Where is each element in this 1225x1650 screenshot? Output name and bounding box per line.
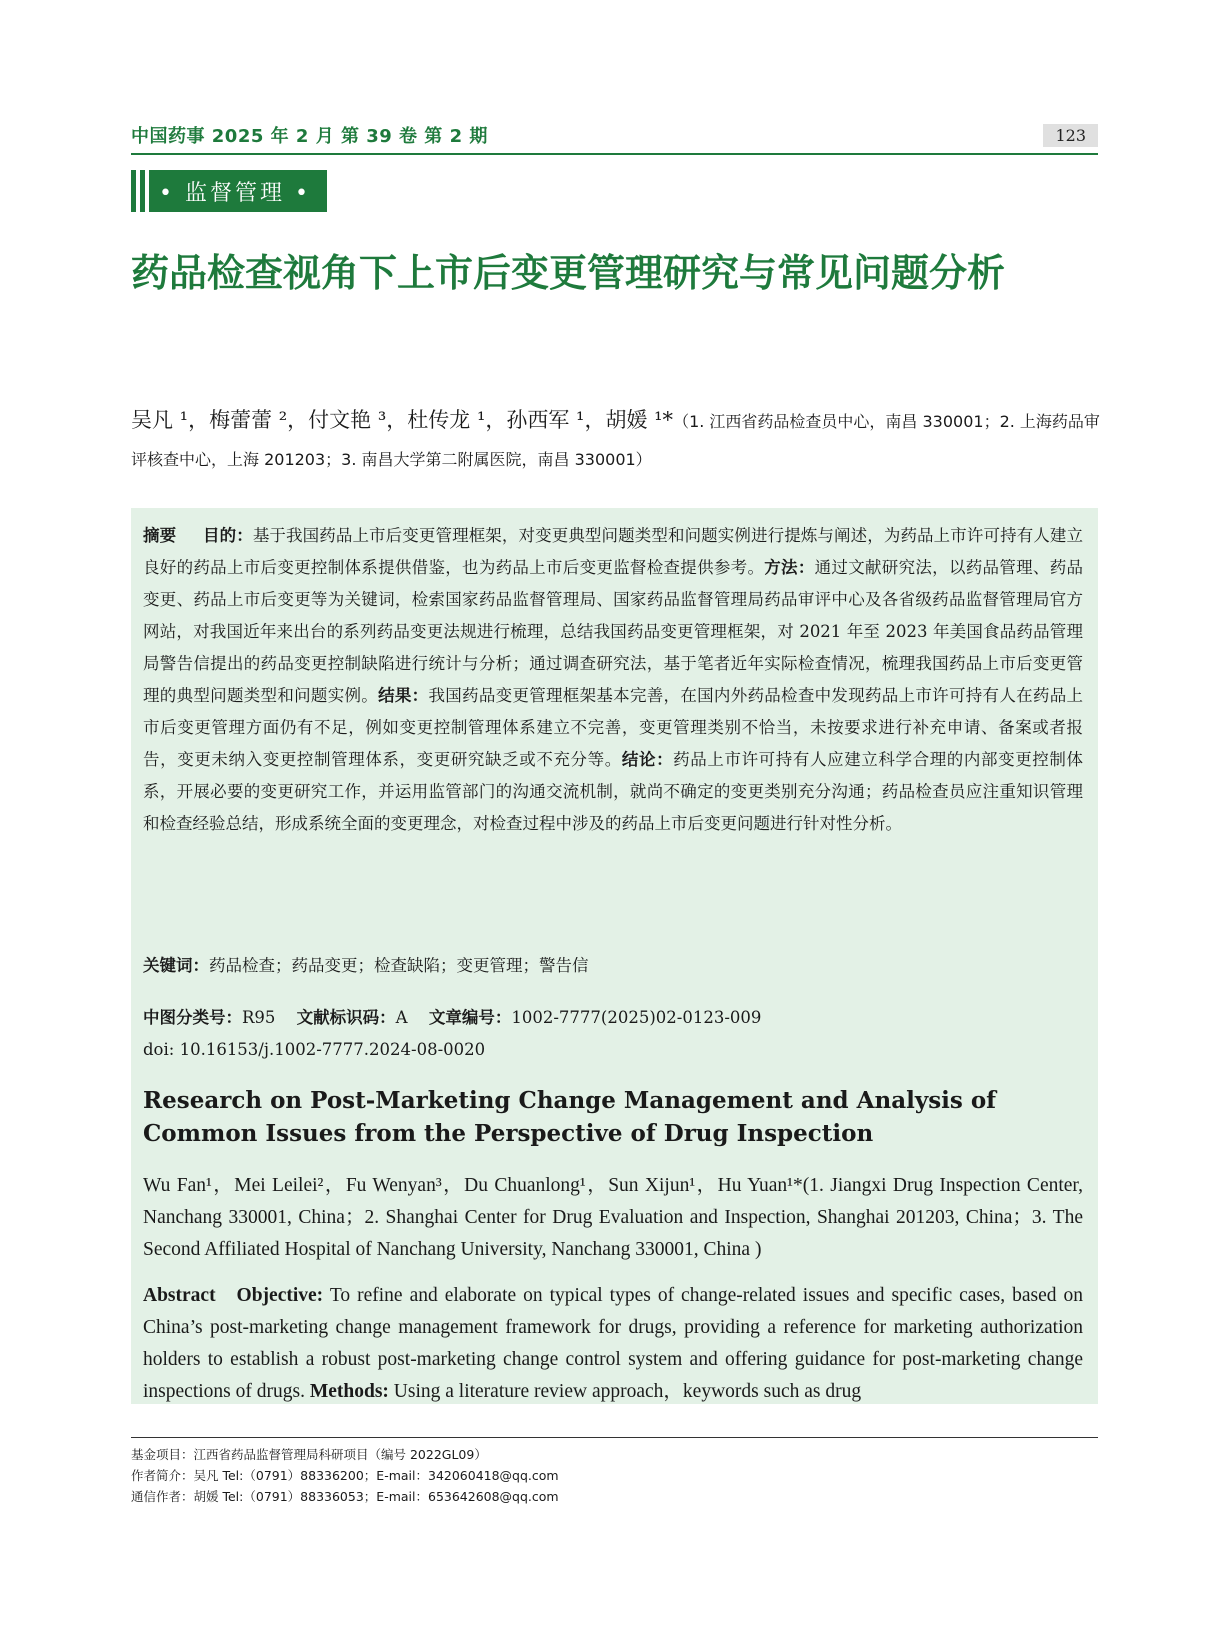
author-block [131, 402, 1101, 478]
clc-label: 中图分类号： [143, 1008, 242, 1027]
journal-header [131, 117, 1098, 155]
abstract-box [131, 508, 1098, 1404]
english-author-names: Wu Fan¹，Mei Leilei²，Fu Wenyan³，Du Chuanlong¹，Sun Xijun¹，Hu Yuan¹* [143, 1175, 803, 1196]
english-abstract [143, 1280, 1083, 1408]
section-bar-1 [131, 170, 136, 212]
doc-code-label: 文献标识码： [296, 1008, 396, 1027]
article-number-label: 文章编号： [428, 1008, 512, 1027]
cn-results-label: 结果： [378, 686, 429, 705]
article-title: 药品检查视角下上市后变更管理研究与常见问题分析 [131, 251, 1006, 295]
section-label: • 监督管理 • [149, 170, 327, 212]
cn-conclusion-label: 结论： [621, 750, 674, 769]
author-affiliations: （1. 江西省药品检查员中心，南昌 330001；2. 上海药品审评核查中心，上海 201203；3. 南昌大学第二附属医院，南昌 330001） [131, 412, 1100, 469]
cn-abstract-label: 摘要 [143, 526, 177, 545]
classification [143, 1002, 1083, 1066]
journal-info: 中国药事 2025 年 2 月 第 39 卷 第 2 期 [131, 126, 488, 147]
cn-objective-label: 目的： [202, 526, 253, 545]
en-methods: Using a literature review approach，keywords such as drug [393, 1381, 862, 1402]
footnote-author: 作者简介：吴凡 Tel:（0791）88336200；E-mail：342060418@qq.com [131, 1468, 559, 1483]
page-number: 123 [1043, 124, 1098, 147]
cn-conclusion: 药品上市许可持有人应建立科学合理的内部变更控制体系，开展必要的变更研究工作，并运用监管部门的沟通交流机制，就尚不确定的变更类别充分沟通；药品检查员应注重知识管理和检查经验总结，形成系统全面的变更理念，对检查过程中涉及的药品上市后变更问题进行针对性分析。 [143, 750, 1084, 833]
cn-objective: 基于我国药品上市后变更管理框架，对变更典型问题类型和问题实例进行提炼与阐述，为药品上市许可持有人建立良好的药品上市后变更控制体系提供借鉴，也为药品上市后变更监督检查提供参考。 [143, 526, 1084, 577]
cn-methods-label: 方法： [764, 558, 815, 577]
footnote-corresponding: 通信作者：胡媛 Tel:（0791）88336053；E-mail：653642608@qq.com [131, 1489, 559, 1504]
author-names: 吴凡 ¹，梅蕾蕾 ²，付文艳 ³，杜传龙 ¹，孙西军 ¹，胡媛 ¹* [131, 408, 674, 432]
cn-keywords-value: 药品检查；药品变更；检查缺陷；变更管理；警告信 [209, 956, 589, 975]
cn-results: 我国药品变更管理框架基本完善，在国内外药品检查中发现药品上市许可持有人在药品上市后变更管理方面仍有不足，例如变更控制管理体系建立不完善，变更管理类别不恰当，未按要求进行补充申请、备案或者报告，变更未纳入变更控制管理体系，变更研究缺乏或不充分等。 [143, 686, 1084, 769]
cn-keywords-label: 关键词： [143, 956, 209, 975]
en-objective-label: Objective: [236, 1285, 324, 1306]
cn-abstract [143, 520, 1083, 840]
cn-keywords [143, 952, 1083, 976]
english-title: Research on Post-Marketing Change Management and Analysis of Common Issues from the Perspective of Drug Inspection [143, 1087, 997, 1147]
section-bar-2 [140, 170, 145, 212]
english-affiliations: (1. Jiangxi Drug Inspection Center, Nanchang 330001, China；2. Shanghai Center for Drug Evaluation and Inspection, Shanghai 201203, China；3. The Second Affiliated Hospital of Nanchang University, Nanchang 330001, China ) [143, 1175, 1084, 1260]
en-abstract-label: Abstract [143, 1285, 216, 1306]
footnotes [131, 1437, 1098, 1507]
english-authors [143, 1170, 1083, 1266]
section-tag [131, 170, 327, 212]
doc-code-value: A [395, 1008, 408, 1027]
footnote-fund: 基金项目：江西省药品监督管理局科研项目（编号 2022GL09） [131, 1447, 487, 1462]
doi: doi: 10.16153/j.1002-7777.2024-08-0020 [143, 1040, 486, 1059]
en-objective: To refine and elaborate on typical types of change-related issues and specific cases, based on China’s post-marketing change management framework for drugs, providing a reference for marketing authorization holders to establish a robust post-marketing change control system and offering guidance for post-marketing change inspections of drugs. [143, 1285, 1084, 1402]
cn-methods: 通过文献研究法，以药品管理、药品变更、药品上市后变更等为关键词，检索国家药品监督管理局、国家药品监督管理局药品审评中心及各省级药品监督管理局官方网站，对我国近年来出台的系列药品变更法规进行梳理，总结我国药品变更管理框架，对 2021 年至 2023 年美国食品药品管理局警告信提出的药品变更控制缺陷进行统计与分析；通过调查研究法，基于笔者近年实际检查情况，梳理我国药品上市后变更管理的典型问题类型和问题实例。 [143, 558, 1084, 705]
article-number-value: 1002-7777(2025)02-0123-009 [511, 1008, 762, 1027]
en-methods-label: Methods: [309, 1381, 389, 1402]
clc-value: R95 [242, 1008, 276, 1027]
